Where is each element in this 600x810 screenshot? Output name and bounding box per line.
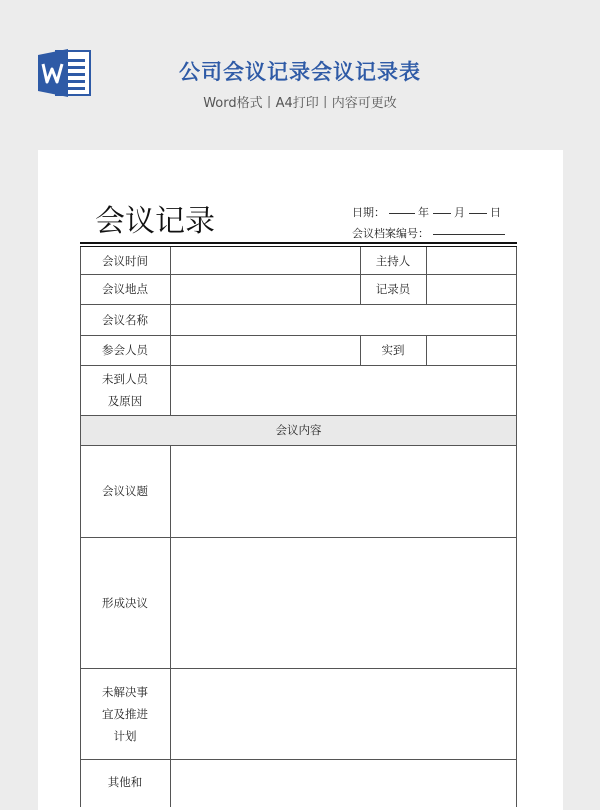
label-attendees: 参会人员 — [102, 343, 148, 357]
page-header-title: 公司会议记录会议记录表 — [179, 60, 421, 84]
field-host[interactable] — [426, 247, 516, 274]
field-pending[interactable] — [170, 668, 516, 759]
meeting-record-form — [80, 247, 517, 807]
label-resolution: 形成决议 — [102, 595, 148, 610]
label-topic: 会议议题 — [102, 484, 148, 498]
label-host: 主持人 — [375, 253, 411, 268]
label-recorder: 记录员 — [375, 282, 411, 296]
field-meeting-time[interactable] — [170, 247, 360, 274]
field-present[interactable] — [426, 335, 516, 365]
field-meeting-place[interactable] — [170, 274, 360, 304]
label-absent-line2: 及原因 — [107, 394, 143, 408]
field-meeting-name[interactable] — [170, 304, 516, 335]
archive-line — [352, 225, 505, 241]
field-topic[interactable] — [170, 445, 516, 537]
label-content-header: 会议内容 — [275, 423, 322, 437]
date-line — [352, 204, 501, 220]
field-recorder[interactable] — [426, 274, 516, 304]
label-pending-line2: 宜及推进 — [102, 706, 148, 721]
field-attendees[interactable] — [170, 335, 360, 365]
archive-label: 会议档案编号： — [352, 227, 429, 240]
label-other-line1: 其他和 — [107, 775, 143, 789]
label-absent — [80, 365, 170, 415]
day-label: 日 — [490, 206, 501, 219]
page-header-subtitle: Word格式丨A4打印丨内容可更改 — [203, 96, 397, 111]
year-label: 年 — [418, 206, 429, 219]
date-label: 日期： — [352, 206, 385, 219]
label-pending-line3: 计划 — [113, 728, 137, 743]
document-title: 会议记录 — [95, 204, 215, 239]
field-resolution[interactable] — [170, 537, 516, 668]
label-absent-line1: 未到人员 — [102, 372, 148, 386]
field-absent[interactable] — [170, 365, 516, 415]
label-meeting-time: 会议时间 — [102, 253, 148, 268]
header-rule — [80, 242, 517, 244]
label-pending — [80, 668, 170, 759]
label-meeting-place: 会议地点 — [102, 282, 148, 296]
label-present: 实到 — [381, 343, 405, 357]
month-label: 月 — [454, 206, 465, 219]
label-pending-line1: 未解决事 — [102, 684, 148, 699]
label-meeting-name: 会议名称 — [102, 312, 148, 327]
